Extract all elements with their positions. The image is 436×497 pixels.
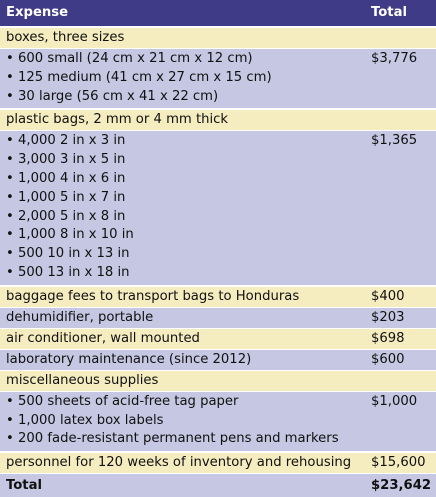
expense-label: baggage fees to transport bags to Honduras (0, 286, 365, 308)
list-item: • 2,000 5 in x 8 in (6, 208, 365, 227)
amount-cell: $203 (365, 307, 436, 328)
category-row-plastic-bags (0, 109, 436, 131)
item-list-cell (0, 49, 365, 110)
total-column-header: Total (365, 0, 436, 27)
amount-cell: $3,776 (365, 49, 436, 110)
total-label: Total (0, 474, 365, 497)
list-item: • 200 fade-resistant permanent pens and markers (6, 430, 365, 449)
table-row (0, 452, 436, 474)
list-item: • 500 10 in x 13 in (6, 245, 365, 264)
item-list-cell (0, 391, 365, 452)
expense-label: laboratory maintenance (since 2012) (0, 349, 365, 370)
header-row (0, 0, 436, 27)
category-detail-boxes (0, 49, 436, 110)
item-list (6, 393, 365, 449)
table-row (0, 286, 436, 308)
list-item: • 3,000 3 in x 5 in (6, 151, 365, 170)
table-row (0, 349, 436, 370)
list-item: • 1,000 latex box labels (6, 412, 365, 431)
total-amount: $23,642 (365, 474, 436, 497)
amount-cell: $600 (365, 349, 436, 370)
list-item: • 1,000 5 in x 7 in (6, 189, 365, 208)
category-row-miscellaneous (0, 370, 436, 391)
expense-label: air conditioner, wall mounted (0, 328, 365, 349)
category-label: boxes, three sizes (0, 27, 436, 49)
total-row (0, 474, 436, 497)
category-label: plastic bags, 2 mm or 4 mm thick (0, 109, 436, 131)
expense-label: dehumidifier, portable (0, 307, 365, 328)
item-list-cell (0, 131, 365, 286)
list-item: • 1,000 4 in x 6 in (6, 170, 365, 189)
category-label: miscellaneous supplies (0, 370, 436, 391)
list-item: • 125 medium (41 cm x 27 cm x 15 cm) (6, 69, 365, 88)
list-item: • 600 small (24 cm x 21 cm x 12 cm) (6, 50, 365, 69)
category-detail-plastic-bags (0, 131, 436, 286)
list-item: • 4,000 2 in x 3 in (6, 132, 365, 151)
list-item: • 500 sheets of acid-free tag paper (6, 393, 365, 412)
amount-cell: $698 (365, 328, 436, 349)
category-detail-miscellaneous (0, 391, 436, 452)
item-list (6, 132, 365, 282)
amount-cell: $1,365 (365, 131, 436, 286)
list-item: • 30 large (56 cm x 41 x 22 cm) (6, 88, 365, 107)
list-item: • 1,000 8 in x 10 in (6, 226, 365, 245)
amount-cell: $1,000 (365, 391, 436, 452)
expense-label: personnel for 120 weeks of inventory and rehousing (0, 452, 365, 474)
category-row-boxes (0, 27, 436, 49)
table-row (0, 307, 436, 328)
amount-cell: $400 (365, 286, 436, 308)
list-item: • 500 13 in x 18 in (6, 264, 365, 283)
expense-column-header: Expense (0, 0, 365, 27)
table-row (0, 328, 436, 349)
item-list (6, 50, 365, 106)
amount-cell: $15,600 (365, 452, 436, 474)
